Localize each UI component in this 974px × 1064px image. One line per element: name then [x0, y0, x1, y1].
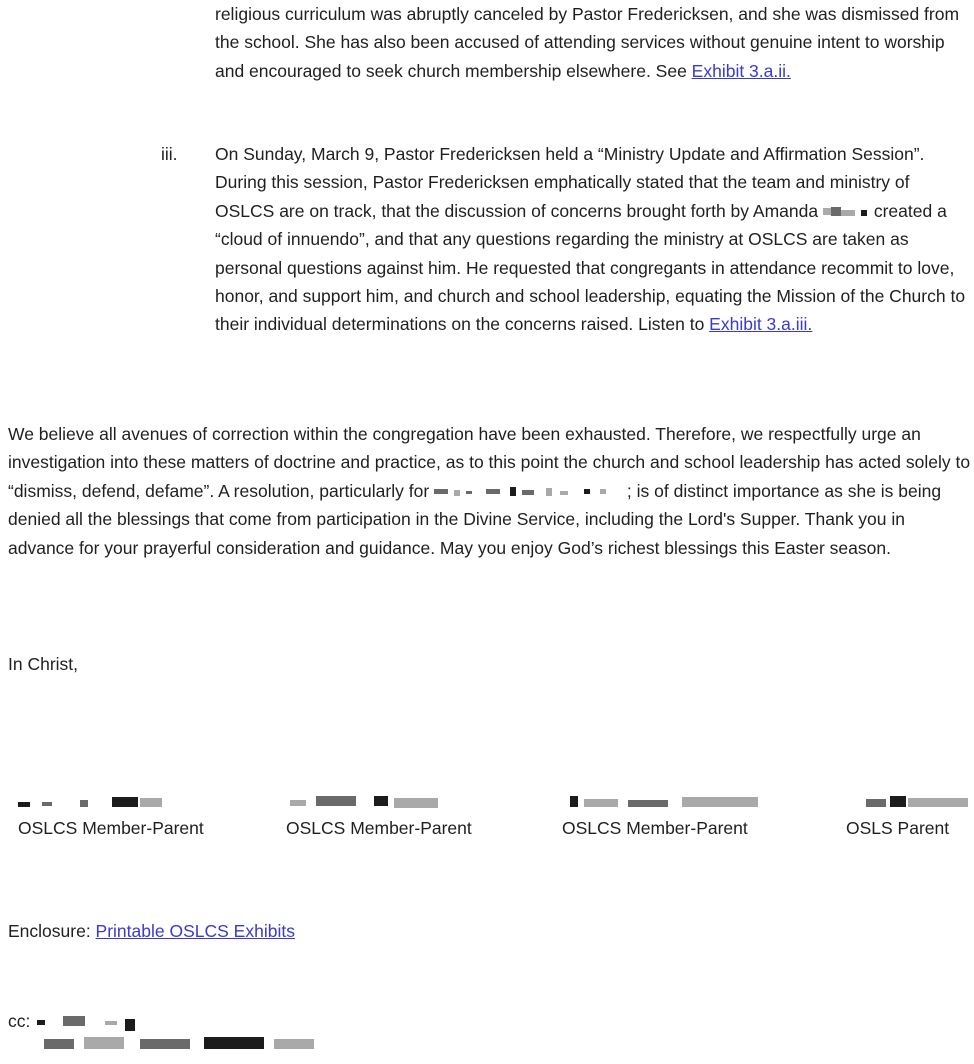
- closing-text-before: We believe all avenues of correction within the congregation have been exhausted. Therefore, we respectfully urge an investigation into these matters of doctrine and practice, as to this point the church and school leadership has acted solely to “dismiss, defend, defame”. A resolution, particularly for: [8, 424, 971, 501]
- redacted-signature-2: [286, 790, 472, 814]
- salutation: In Christ,: [8, 654, 79, 674]
- signature-role-1: OSLCS Member-Parent: [18, 818, 204, 838]
- enclosure-line: [8, 917, 972, 945]
- signature-block-1: [18, 790, 204, 842]
- signature-block-3: [562, 790, 748, 842]
- list-item-ii: [215, 0, 970, 85]
- signature-role-4: OSLS Parent: [846, 818, 950, 838]
- cc-block: [8, 1007, 334, 1053]
- redacted-cc-2: [44, 1035, 334, 1053]
- signature-role-2: OSLCS Member-Parent: [286, 818, 472, 838]
- closing-paragraph: [8, 420, 972, 562]
- signature-block-2: [286, 790, 472, 842]
- cc-label: cc:: [8, 1011, 31, 1031]
- exhibit-3aiii-link[interactable]: Exhibit 3.a.iii.: [709, 314, 813, 335]
- printable-exhibits-link[interactable]: Printable OSLCS Exhibits: [95, 921, 295, 941]
- item-iii-text-before: On Sunday, March 9, Pastor Fredericksen held a “Ministry Update and Affirmation Session”. During this session, Pastor Fredericksen emphatically stated that the team and ministry of OSLCS are on track, that the discussion of concerns brought forth by Amanda: [215, 144, 925, 221]
- closing-text-after: ; is of distinct importance as she is being denied all the blessings that come from participation in the Divine Service, including the Lord's Supper. Thank you in advance for your prayerful consideration and guidance. May you enjoy God’s richest blessings this Easter season.: [8, 480, 942, 558]
- item-iii-text-after: created a “cloud of innuendo”, and that any questions regarding the ministry at OSLCS are taken as personal questions against him. He requested that congregants in attendance recommit to love, honor, and support him, and church and school leadership, equating the Mission of the Church to their individual determinations on the concerns raised. Listen to: [215, 200, 966, 335]
- redacted-signature-1: [18, 790, 204, 814]
- list-item-iii: [215, 140, 970, 339]
- enclosure-label: Enclosure:: [8, 921, 96, 941]
- signature-block-4: [846, 790, 949, 842]
- redacted-signature-4: [846, 790, 949, 814]
- list-numeral-iii: iii.: [161, 144, 178, 164]
- item-ii-text: religious curriculum was abruptly canceled by Pastor Fredericksen, and she was dismissed from the school. She has also been accused of attending services without genuine intent to worship and encouraged to seek church membership elsewhere. See: [215, 4, 960, 81]
- exhibit-3aii-link[interactable]: Exhibit 3.a.ii.: [691, 60, 791, 81]
- redacted-surname: [823, 206, 869, 218]
- redacted-cc-1: [35, 1013, 175, 1031]
- signature-role-3: OSLCS Member-Parent: [562, 818, 748, 838]
- redacted-signature-3: [562, 790, 748, 814]
- redacted-name: [434, 486, 622, 498]
